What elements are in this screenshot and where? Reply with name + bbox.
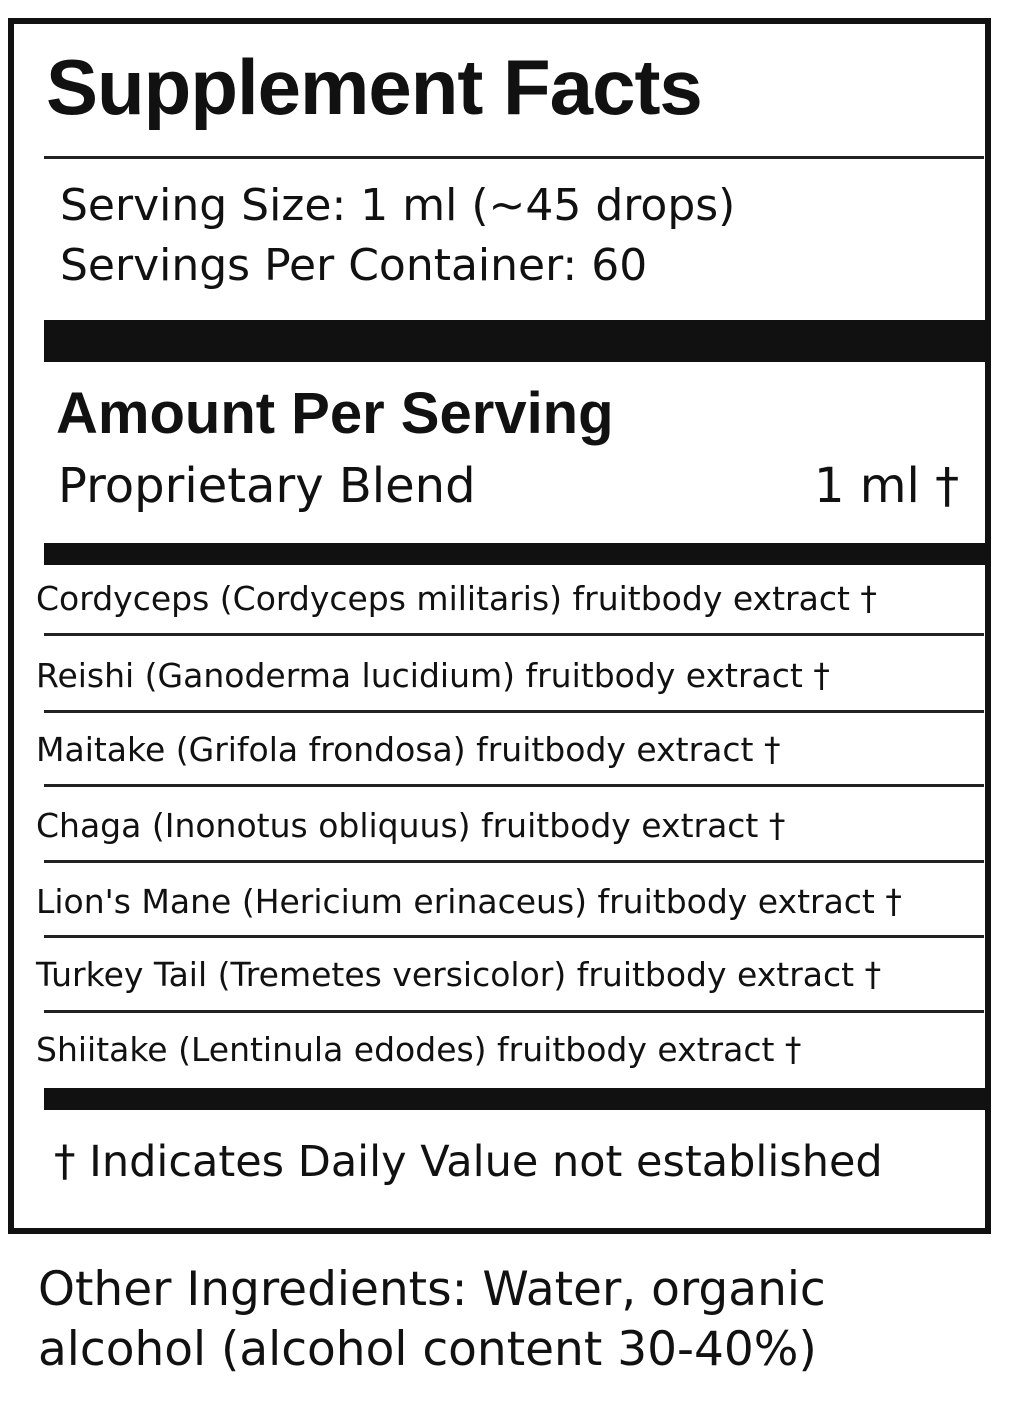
divider <box>44 156 984 159</box>
row-divider <box>44 633 984 636</box>
blend-amount: 1 ml † <box>814 458 960 514</box>
other-ingredients-line1: Other Ingredients: Water, organic <box>38 1262 826 1317</box>
row-divider <box>44 1010 984 1013</box>
daily-value-footnote: † Indicates Daily Value not established <box>54 1137 883 1187</box>
other-ingredients-line2: alcohol (alcohol content 30-40%) <box>38 1322 817 1377</box>
row-divider <box>44 784 984 787</box>
panel-title: Supplement Facts <box>46 43 702 131</box>
ingredient-row: Lion's Mane (Hericium erinaceus) fruitbody extract † <box>36 882 902 921</box>
servings-per-container: Servings Per Container: 60 <box>60 240 648 291</box>
row-divider <box>44 710 984 713</box>
ingredient-row: Cordyceps (Cordyceps militaris) fruitbody extract † <box>36 579 877 618</box>
amount-per-serving-heading: Amount Per Serving <box>56 381 614 446</box>
thick-divider <box>44 320 988 362</box>
row-divider <box>44 860 984 863</box>
thick-divider <box>44 543 988 565</box>
thick-divider <box>44 1088 988 1110</box>
ingredient-row: Chaga (Inonotus obliquus) fruitbody extract † <box>36 806 786 845</box>
blend-name: Proprietary Blend <box>58 458 476 514</box>
row-divider <box>44 935 984 938</box>
ingredient-row: Reishi (Ganoderma lucidium) fruitbody extract † <box>36 656 830 695</box>
ingredient-row: Turkey Tail (Tremetes versicolor) fruitbody extract † <box>36 955 882 994</box>
ingredient-row: Shiitake (Lentinula edodes) fruitbody extract † <box>36 1030 802 1069</box>
ingredient-row: Maitake (Grifola frondosa) fruitbody extract † <box>36 730 781 769</box>
serving-size: Serving Size: 1 ml (~45 drops) <box>60 180 736 231</box>
